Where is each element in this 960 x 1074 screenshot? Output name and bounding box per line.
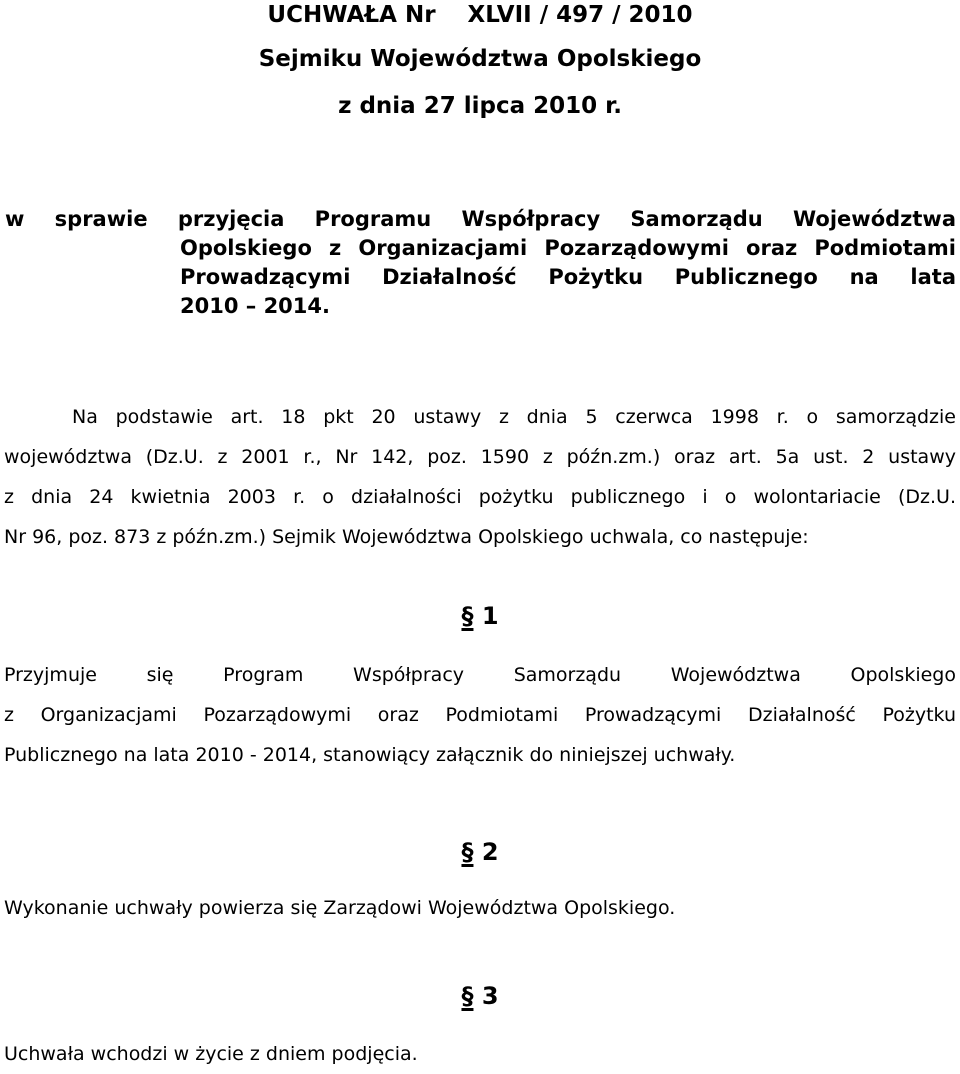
resolution-number: UCHWAŁA Nr XLVII / 497 / 2010	[267, 2, 693, 28]
subject-word: Samorządu	[630, 207, 763, 231]
section-symbol: §	[461, 602, 474, 630]
subject-word: Województwa	[793, 207, 956, 231]
section-3-text	[4, 1034, 956, 1074]
section-heading-2	[0, 838, 960, 866]
preamble-line-3: z dnia 24 kwietnia 2003 r. o działalności pożytku publicznego i o wolontariacie (Dz.U.	[4, 486, 956, 508]
resolution-date: z dnia 27 lipca 2010 r.	[338, 93, 622, 119]
section-number: 1	[481, 602, 499, 630]
subject-line-1	[5, 205, 956, 234]
section-1-text	[4, 655, 956, 775]
section-symbol: §	[461, 982, 474, 1010]
subject-line-4: 2010 – 2014.	[180, 294, 330, 318]
section-number: 2	[481, 838, 499, 866]
resolution-subject	[5, 205, 956, 321]
subject-word: Współpracy	[461, 207, 601, 231]
subject-line-3: Prowadzącymi Działalność Pożytku Publicznego na lata	[180, 265, 956, 289]
section-number: 3	[481, 982, 499, 1010]
section-2-text	[4, 888, 956, 928]
issuing-body: Sejmiku Województwa Opolskiego	[258, 46, 702, 72]
subject-word: sprawie	[54, 207, 148, 231]
subject-line-2: Opolskiego z Organizacjami Pozarządowymi oraz Podmiotami	[180, 236, 956, 260]
section-heading-3	[0, 982, 960, 1010]
section-symbol: §	[461, 838, 474, 866]
section-heading-1	[0, 602, 960, 630]
section-1-line-3: Publicznego na lata 2010 - 2014, stanowiący załącznik do niniejszej uchwały.	[4, 744, 736, 766]
preamble	[4, 397, 956, 557]
section-1-line-2: z Organizacjami Pozarządowymi oraz Podmiotami Prowadzącymi Działalność Pożytku	[4, 704, 956, 726]
preamble-line-1: Na podstawie art. 18 pkt 20 ustawy z dnia 5 czerwca 1998 r. o samorządzie	[72, 406, 956, 428]
section-1-line-1: Przyjmuje się Program Współpracy Samorządu Województwa Opolskiego	[4, 664, 956, 686]
preamble-line-4: Nr 96, poz. 873 z późn.zm.) Sejmik Województwa Opolskiego uchwala, co następuje:	[4, 526, 809, 548]
subject-word: w	[5, 207, 25, 231]
section-2-line-1: Wykonanie uchwały powierza się Zarządowi Województwa Opolskiego.	[4, 897, 676, 919]
subject-word: Programu	[314, 207, 432, 231]
preamble-line-2: województwa (Dz.U. z 2001 r., Nr 142, poz. 1590 z późn.zm.) oraz art. 5a ust. 2 ustawy	[4, 446, 956, 468]
subject-word: przyjęcia	[177, 207, 285, 231]
section-3-line-1: Uchwała wchodzi w życie z dniem podjęcia.	[4, 1043, 418, 1065]
